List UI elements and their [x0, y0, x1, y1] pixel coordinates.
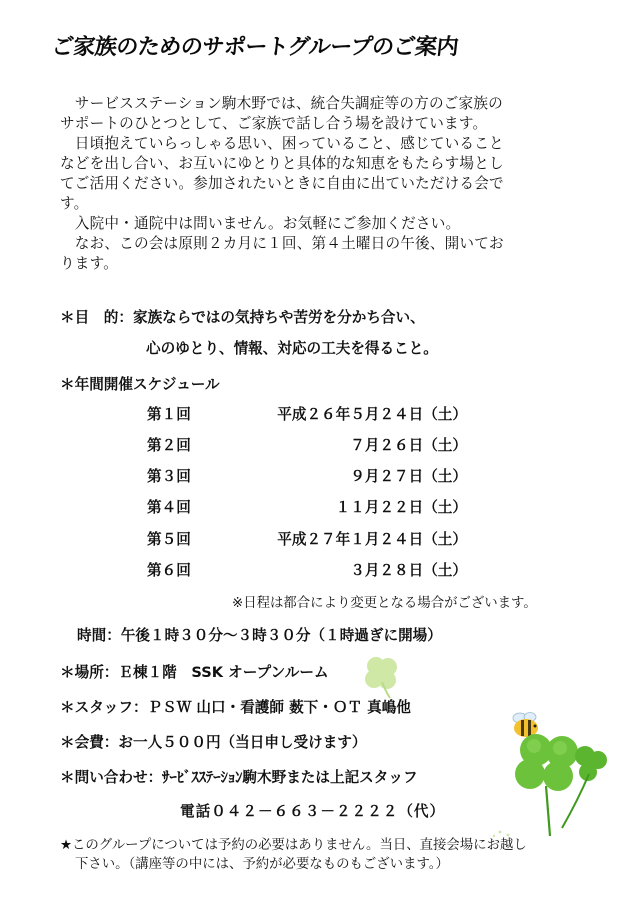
page-title: ご家族のためのサポートグループのご案内 — [50, 35, 460, 60]
small-clover-icon — [356, 652, 406, 700]
intro-line: などを出し合い、お互いにゆとりと具体的な知恵をもたらす場とし — [60, 155, 504, 172]
place-info: ＊場所：Ｅ棟１階 SSK オープンルーム — [60, 664, 329, 681]
session-number: 第６回 — [147, 562, 191, 579]
purpose-line-1: ＊目 的：家族ならではの気持ちや苦労を分かち合い、 — [60, 309, 425, 326]
session-date: ７月２６日（土） — [350, 437, 467, 454]
session-number: 第１回 — [147, 406, 191, 423]
session-number: 第５回 — [147, 531, 191, 548]
phone-number: 電話０４２－６６３－２２２２（代） — [180, 803, 446, 820]
schedule-note: ※日程は都合により変更となる場合がございます。 — [232, 596, 537, 611]
fee-info: ＊会費：お一人５００円（当日申し受けます） — [60, 734, 367, 751]
session-date: ３月２８日（土） — [350, 562, 467, 579]
intro-line: 入院中・通院中は問いません。お気軽にご参加ください。 — [60, 215, 461, 232]
intro-line: なお、この会は原則２カ月に１回、第４土曜日の午後、開いてお — [60, 235, 504, 252]
schedule-row — [147, 528, 467, 548]
session-number: 第３回 — [147, 468, 191, 485]
clover-icon — [490, 728, 610, 840]
footer-line-2: 下さい。（講座等の中には、予約が必要なものもございます。） — [75, 857, 449, 872]
purpose-line-2: 心のゆとり、情報、対応の工夫を得ること。 — [146, 340, 438, 357]
session-date: ９月２７日（土） — [350, 468, 467, 485]
session-number: 第２回 — [147, 437, 191, 454]
intro-line: ります。 — [60, 255, 119, 272]
intro-line: サポートのひとつとして、ご家族で話し合う場を設けています。 — [60, 115, 488, 132]
intro-text — [60, 94, 580, 274]
schedule-row — [147, 465, 467, 485]
time-info: 時間：午後１時３０分～３時３０分（１時過ぎに開場） — [77, 627, 442, 644]
intro-line: サービスステーション駒木野では、統合失調症等の方のご家族の — [60, 95, 503, 112]
footer-line-1: ★このグループについては予約の必要はありません。当日、直接会場にお越し — [60, 838, 527, 853]
session-date: 平成２７年１月２４日（土） — [277, 531, 467, 548]
intro-line: てご活用ください。参加されたいときに自由に出ていただける会で — [60, 175, 504, 192]
session-date: １１月２２日（土） — [335, 499, 467, 516]
staff-info: ＊スタッフ：ＰＳＷ 山口・看護師 薮下・ＯＴ 真嶋他 — [60, 699, 411, 716]
schedule-row — [147, 403, 467, 423]
schedule-row — [147, 559, 467, 579]
schedule-row — [147, 434, 467, 454]
schedule-row — [147, 496, 467, 516]
session-date: 平成２６年５月２４日（土） — [277, 406, 467, 423]
intro-line: す。 — [60, 195, 89, 212]
session-number: 第４回 — [147, 499, 191, 516]
intro-line: 日頃抱えていらっしゃる思い、困っていること、感じていること — [60, 135, 504, 152]
contact-info: ＊問い合わせ：ｻｰﾋﾞｽｽﾃｰｼｮﾝ駒木野または上記スタッフ — [60, 769, 418, 786]
schedule-heading: ＊年間開催スケジュール — [60, 376, 220, 393]
